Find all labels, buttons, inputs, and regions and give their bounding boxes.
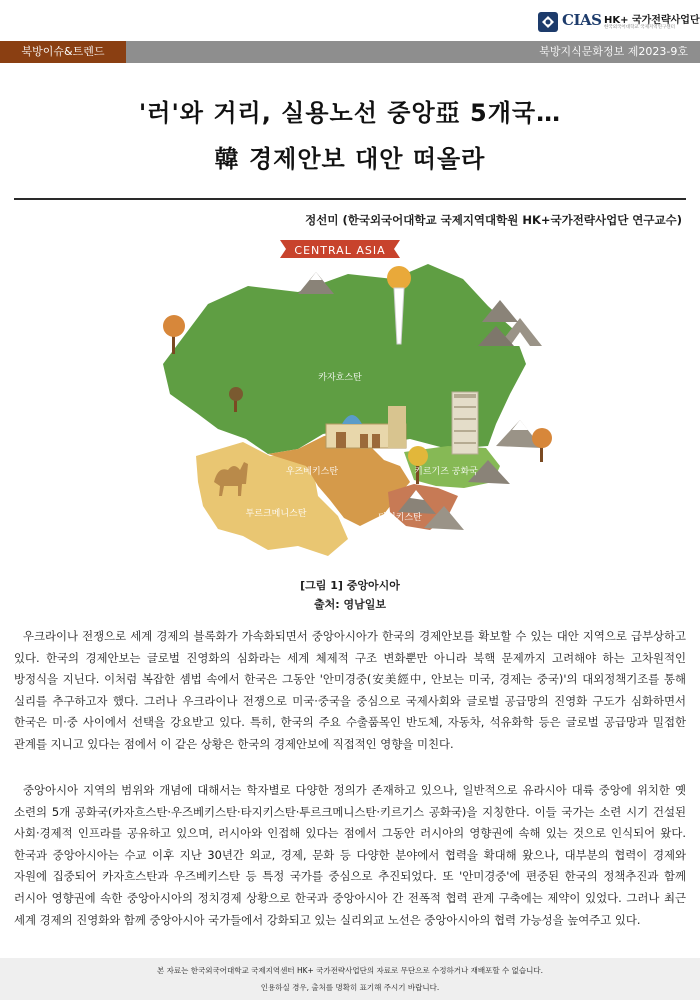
section-tag: 북방이슈&트렌드 <box>0 41 126 63</box>
body-paragraph-1: 우크라이나 전쟁으로 세계 경제의 블록화가 가속화되면서 중앙아시아가 한국의 경제안보를 확보할 수 있는 대안 지역으로 급부상하고 있다. 한국의 경제안보는 글로벌 진영화의 심화라는 세계 체제적 구조 변화뿐만 아니라 북핵 문제까지 고려해야 하는 고차원적인 방정식을 지닌다. 이처럼 복잡한 셈법 속에서 한국은 그동안 '안미경중(安美經中, 안보는 미국, 경제는 중국)'의 대외정책기조를 통해 실리를 추구하고자 했다. 그러나 우크라이나 전쟁으로 미국·중국을 중심으로 국제사회와 글로벌 공급망의 진영화 구도가 심화하면서 한국은 미·중 사이에서 선택을 강요받고 있다. 특히, 한국의 주요 수출품목인 반도체, 자동차, 석유화학 등은 글로벌 공급망과 밀접한 관계를 지니고 있다는 점에서 이 같은 상황은 한국의 경제안보에 직접적인 영향을 미친다. <box>14 629 686 751</box>
footer-notice <box>0 958 700 1000</box>
body-paragraph-2: 중앙아시아 지역의 범위와 개념에 대해서는 학자별로 다양한 정의가 존재하고 있으나, 일반적으로 유라시아 대륙 중앙에 위치한 옛 소련의 5개 공화국(카자흐스탄·우즈베키스탄·타지키스탄·투르크메니스탄·키르기스 공화국)을 지칭한다. 이들 국가는 소련 시기 건설된 사회·경제적 인프라를 공유하고 있으며, 러시아와 인접해 있다는 점에서 그동안 러시아의 영향권에 속해 있는 것으로 인식되어 왔다. 한국과 중앙아시아는 수교 이후 지난 30년간 외교, 경제, 문화 등 다양한 분야에서 협력을 확대해 왔으나, 대부분의 협력이 경제와 자원에 집중되어 카자흐스탄과 우즈베키스탄 등 특정 국가를 중심으로 추진되었다. 또 '안미경중'에 편중된 한국의 정책추진과 함께 러시아 영향권에 속한 중앙아시아의 정치경제 상황으로 한국과 중앙아시아 간 전폭적 협력 관계 구축에는 제약이 있었다. 그러나 최근 세계 경제의 진영화와 함께 중앙아시아 국가들에서 강화되고 있는 실리외교 노선은 중앙아시아의 협력 가능성을 높여주고 있다. <box>14 783 686 927</box>
title-line-2: 韓 경제안보 대안 떠올라 <box>214 145 486 173</box>
figure-source: 출처: 영남일보 <box>314 598 386 611</box>
skyscraper-icon <box>452 392 478 454</box>
label-kazakhstan: 카자흐스탄 <box>318 373 362 383</box>
label-tajikistan: 타지키스탄 <box>378 513 422 523</box>
central-asia-banner <box>280 240 400 258</box>
label-uzbekistan: 우즈베키스탄 <box>285 467 339 477</box>
issue-number: 북방지식문화정보 제2023-9호 <box>539 45 688 58</box>
label-turkmenistan: 투르크메니스탄 <box>245 509 307 519</box>
banner-label: CENTRAL ASIA <box>294 244 386 257</box>
author-byline: 정선미 (한국외국어대학교 국제지역대학원 HK+국가전략사업단 연구교수) <box>305 213 682 227</box>
title-line-1: '러'와 거리, 실용노선 중앙亞 5개국… <box>138 99 562 127</box>
top-bar <box>0 41 700 63</box>
central-asia-map <box>148 234 556 574</box>
cias-logo-icon <box>536 10 560 34</box>
label-kyrgyzstan: 키르기즈 공화국 <box>414 467 478 477</box>
logo-text: CIAS <box>562 11 602 29</box>
title-divider <box>14 198 686 200</box>
footer-line-2: 인용하실 경우, 출처를 명확히 표기해 주시기 바랍니다. <box>260 983 440 992</box>
logo-subtitle: 한국외국어대학교 국제지역연구센터 <box>604 25 675 30</box>
figure-caption: [그림 1] 중앙아시아 <box>300 579 400 592</box>
org-logo <box>536 8 700 38</box>
logo-org-name: HK+ 국가전략사업단 <box>604 15 700 26</box>
footer-line-1: 본 자료는 한국외국어대학교 국제지역센터 HK+ 국가전략사업단의 자료로 무단으로 수정하거나 재배포할 수 없습니다. <box>157 966 543 975</box>
